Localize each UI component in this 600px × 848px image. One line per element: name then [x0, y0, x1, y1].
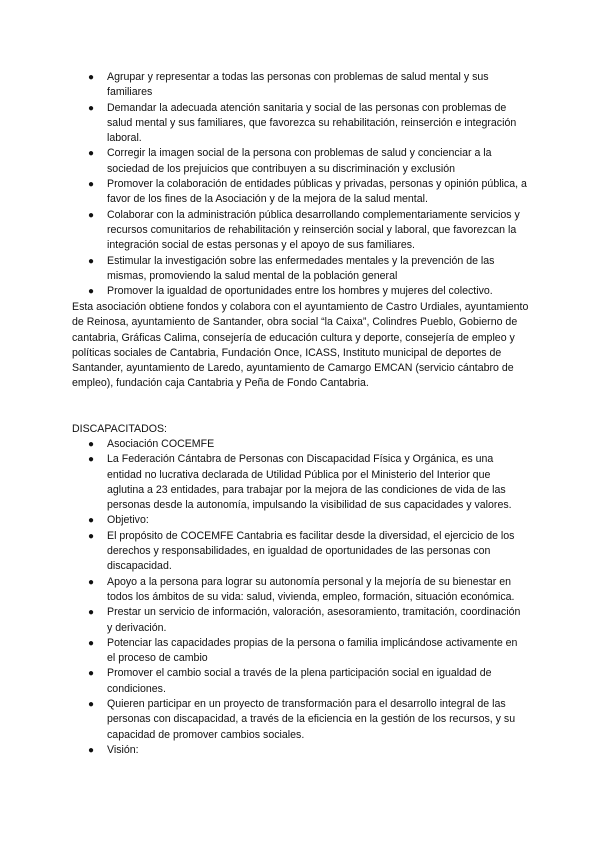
list-item: ● Colaborar con la administración pública desarrollando complementariamente servicios y recursos comunitarios de rehabilitación y reinserción social y laboral, que favorezcan la integración social de estas personas y el apoyo de sus familiares. [88, 208, 520, 252]
bullet-icon: ● [88, 102, 95, 114]
list-item: ● Promover la colaboración de entidades públicas y privadas, personas y opinión pública, a favor de los fines de la Asociación y de la mejora de la salud mental. [88, 178, 527, 206]
list-item: ● Visión: [0, 743, 600, 758]
list-item: ● El propósito de COCEMFE Cantabria es facilitar desde la diversidad, el ejercicio de los derechos y responsabilidades, en igualdad de oportunidades de las personas con discapacidad. [88, 529, 515, 573]
bullet-icon: ● [88, 72, 95, 83]
bullet-icon: ● [88, 148, 95, 160]
bullet-icon: ● [88, 576, 95, 588]
bullet-icon: ● [88, 439, 95, 450]
list-item: ● Quieren participar en un proyecto de transformación para el desarrollo integral de las personas con discapacidad, a través de la eficiencia en la gestión de los recursos, y su capacidad de promover cambios sociales. [88, 698, 516, 741]
list-item: ● Promover el cambio social a través de la plena participación social en igualdad de condiciones. [88, 667, 492, 695]
list-item: ● Asociación COCEMFE [0, 437, 600, 452]
list-item: ● La Federación Cántabra de Personas con Discapacidad Física y Orgánica, es una entidad no lucrativa declarada de Utilidad Pública por el Ministerio del Interior que aglutina a 23 entidades, para trabajar por la mejora de las condiciones de vida de las personas desde la autonomía, impulsando la visibilidad de sus capacidades y valores. [88, 453, 512, 512]
bullet-icon: ● [88, 744, 95, 756]
list-item: ● Agrupar y representar a todas las personas con problemas de salud mental y sus familiares [88, 71, 489, 99]
bullet-icon: ● [88, 699, 95, 711]
bullet-icon: ● [88, 530, 95, 542]
bullet-icon: ● [88, 209, 95, 221]
bullet-icon: ● [88, 637, 95, 649]
bullet-icon: ● [88, 454, 95, 466]
bullet-icon: ● [88, 179, 95, 191]
bullet-icon: ● [88, 607, 95, 619]
list-item: ● Potenciar las capacidades propias de la persona o familia implicándose activamente en el proceso de cambio [88, 636, 518, 665]
list-item: ● Objetivo: [0, 513, 600, 528]
list-item: ● Corregir la imagen social de la persona con problemas de salud y concienciar a la sociedad de los prejuicios que contribuyen a su discriminación y exclusión [88, 147, 492, 175]
cocemfe-list [0, 437, 600, 758]
bullet-icon: ● [88, 255, 95, 267]
bullet-icon: ● [88, 286, 95, 298]
section-heading: DISCAPACITADOS: [72, 423, 167, 435]
funding-paragraph: Esta asociación obtiene fondos y colabora con el ayuntamiento de Castro Urdiales, ayuntamiento de Reinosa, ayuntamiento de Santander, obra social “la Caixa”, Colindres Pueblo, Gobierno de cantabria, Gráficas Calima, consejería de educación cultura y deporte, consejería de empleo y políticas sociales de Cantabria, Fundación Once, ICASS, Instituto municipal de deportes de Santander, ayuntamiento de Laredo, ayuntamiento de Camargo EMCAN (servicio cántabro de empleo), fundación caja Cantabria y Peña de Fondo Cantabria. [72, 301, 529, 390]
list-item: ● Prestar un servicio de información, valoración, asesoramiento, tramitación, coordinación y derivación. [88, 606, 521, 634]
objectives-list [0, 70, 600, 299]
list-item: ● Promover la igualdad de oportunidades entre los hombres y mujeres del colectivo. [0, 284, 600, 299]
list-item: ● Estimular la investigación sobre las enfermedades mentales y la prevención de las mismas, promoviendo la salud mental de la población general [88, 254, 495, 282]
bullet-icon: ● [88, 515, 95, 527]
list-item: ● Apoyo a la persona para lograr su autonomía personal y la mejoría de su bienestar en todos los ámbitos de su vida: salud, vivienda, empleo, formación, situación económica. [88, 575, 515, 603]
bullet-icon: ● [88, 668, 95, 680]
list-item: ● Demandar la adecuada atención sanitaria y social de las personas con problemas de salud mental y sus familiares, que favorezca su rehabilitación, reinserción e integración laboral. [88, 101, 517, 145]
